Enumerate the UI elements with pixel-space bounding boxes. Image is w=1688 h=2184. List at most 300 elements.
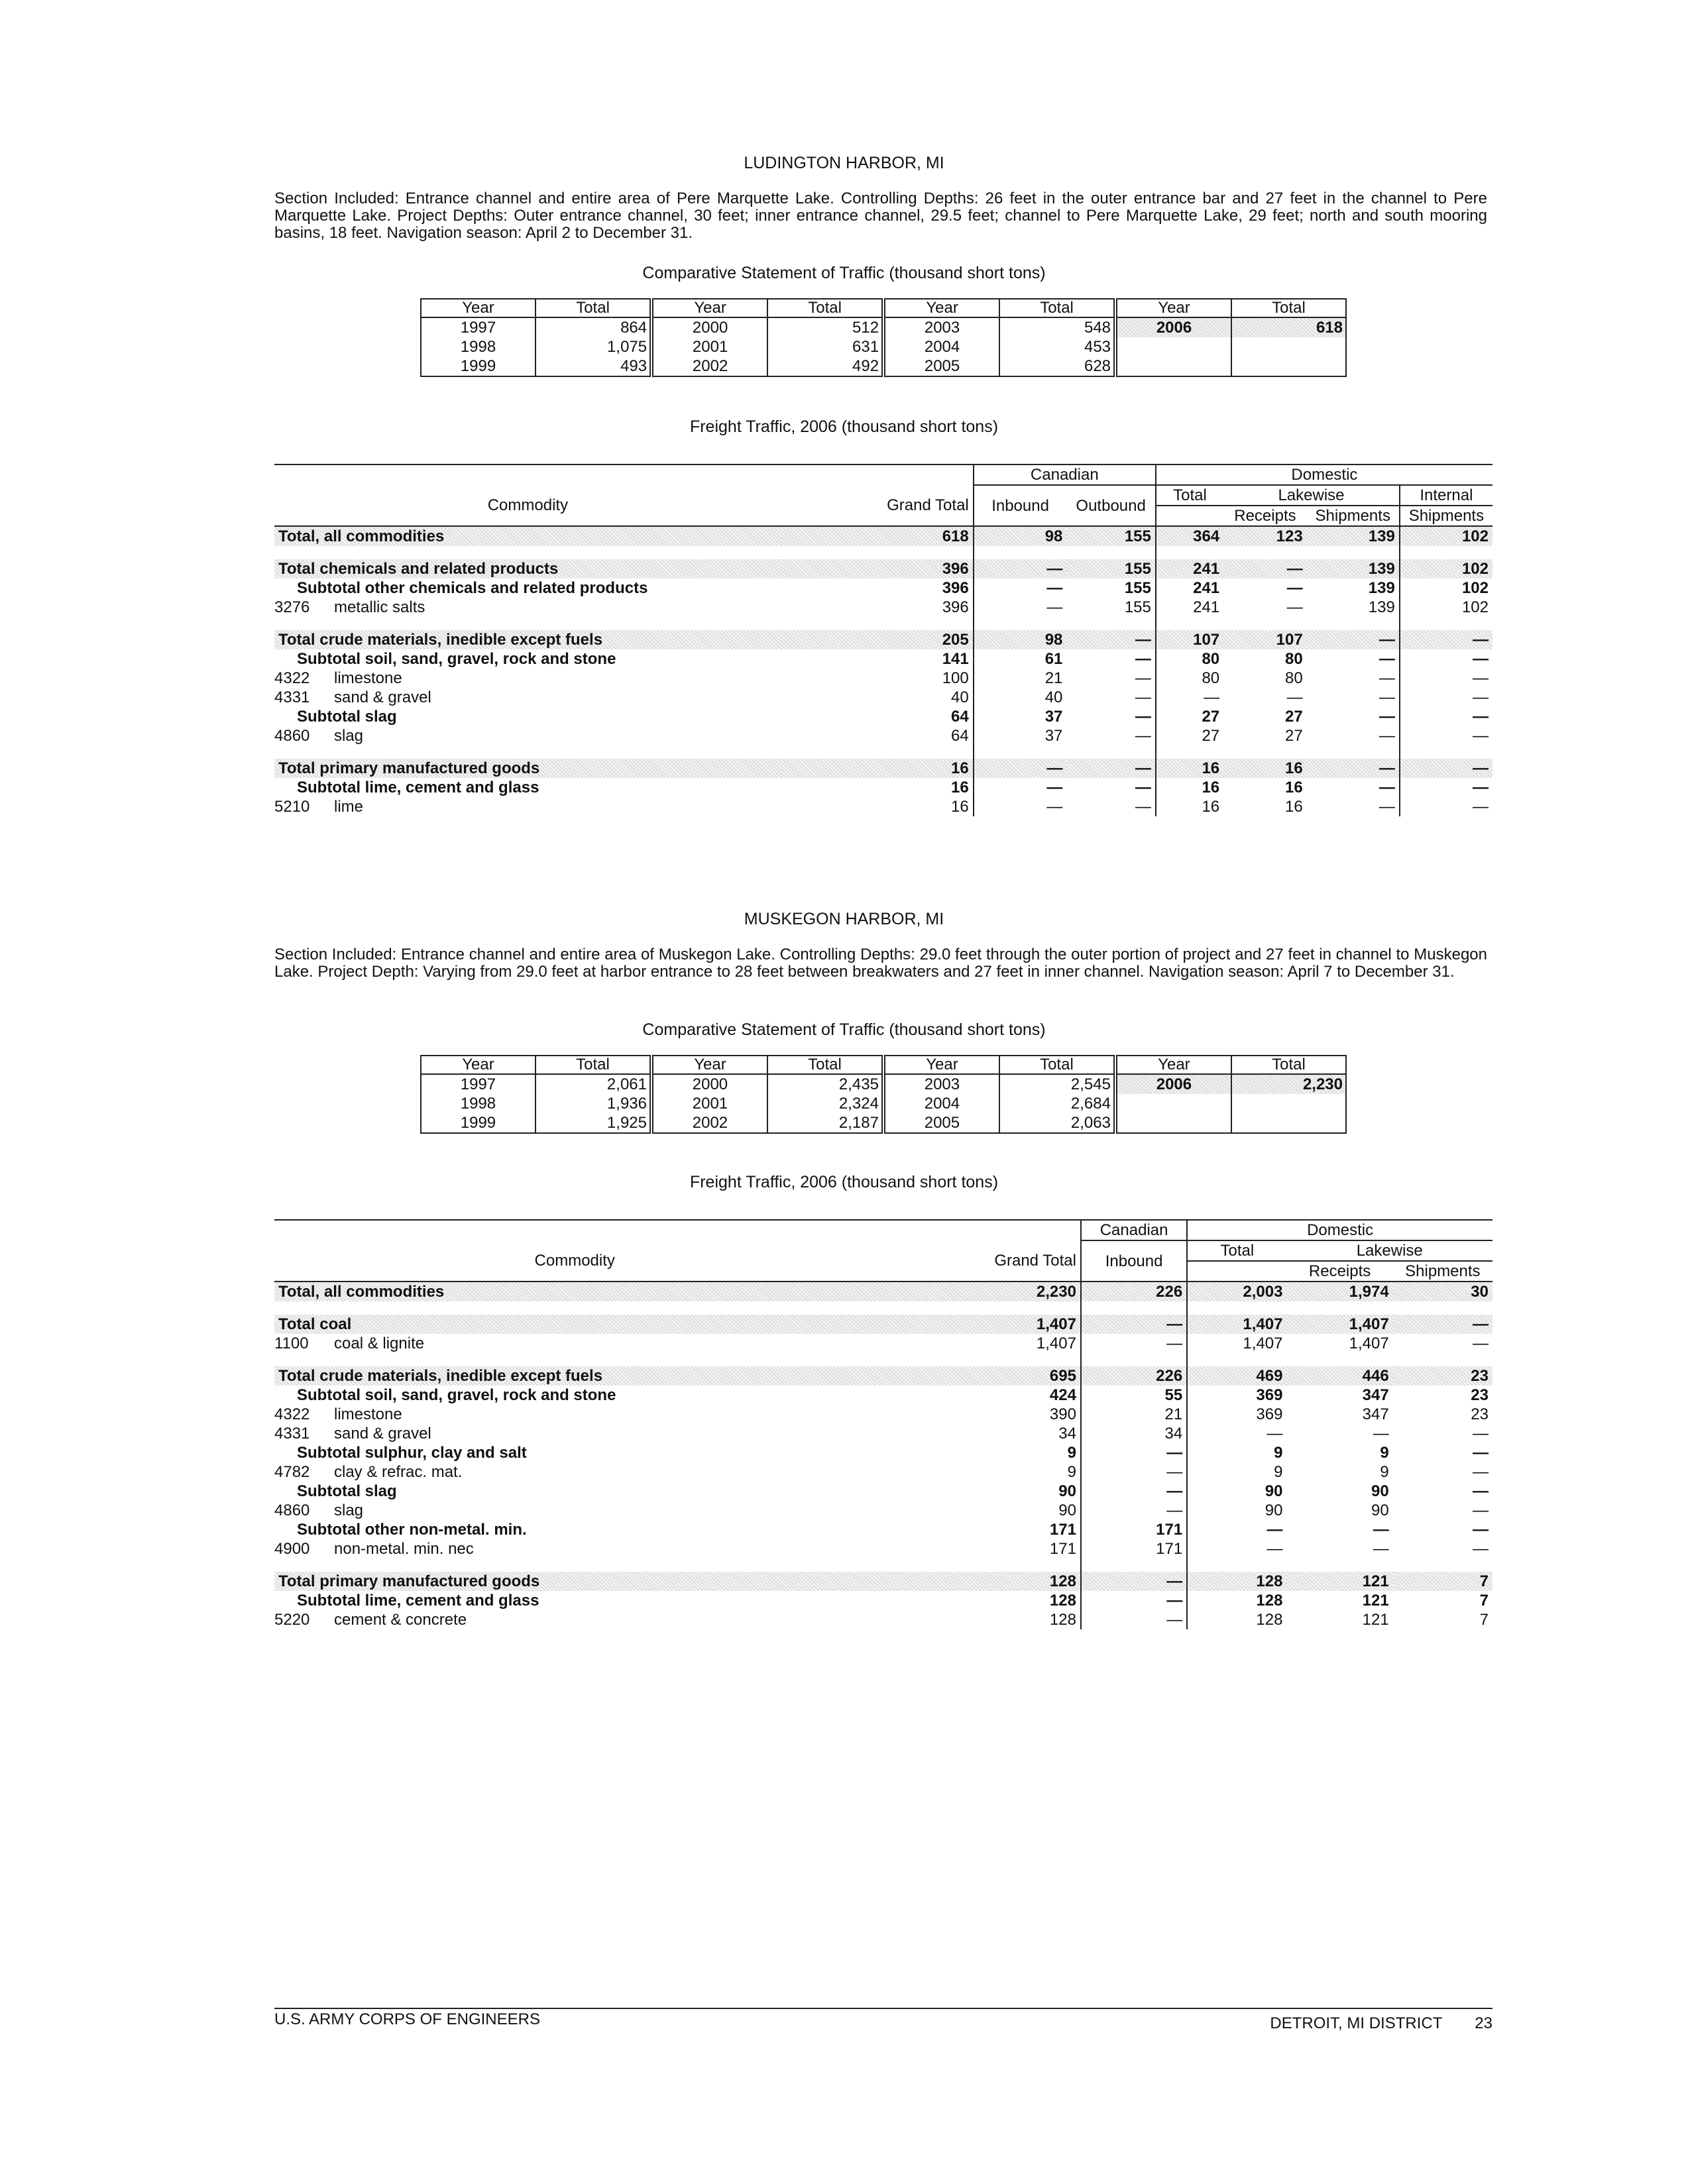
comp-total-cell: 2,063 — [999, 1113, 1115, 1133]
value-cell: 102 — [1400, 578, 1492, 598]
value-cell: — — [1400, 630, 1492, 649]
value-cell: 128 — [1187, 1572, 1286, 1591]
value-cell: 171 — [1081, 1539, 1187, 1558]
spacer-cell — [274, 745, 781, 759]
value-cell: 171 — [1049, 1540, 1076, 1558]
comp-total-cell: 1,075 — [535, 337, 651, 356]
ludington-comp-caption: Comparative Statement of Traffic (thousand short tons) — [642, 264, 1046, 282]
value-cell: 102 — [1400, 526, 1492, 546]
value-cell: 1,407 — [875, 1315, 1081, 1334]
table-row — [274, 1520, 1492, 1539]
commodity-label: limestone — [334, 1405, 402, 1423]
value-cell: — — [1473, 1482, 1489, 1500]
value-cell: 90 — [1187, 1482, 1286, 1501]
inbound-header: Inbound — [1081, 1240, 1187, 1281]
commodity-code: 5210 — [274, 798, 310, 816]
value-cell: — — [1135, 650, 1151, 668]
ludington-freight-table — [274, 464, 1492, 816]
value-cell: 55 — [1081, 1386, 1187, 1405]
spacer-cell — [1393, 1558, 1492, 1572]
footer-agency: U.S. ARMY CORPS OF ENGINEERS — [274, 2010, 540, 2028]
domestic-total-header: Total — [1187, 1240, 1286, 1261]
comp-total-cell: 2,435 — [767, 1074, 883, 1094]
comp-row — [421, 337, 1346, 356]
comp-total-cell: 548 — [999, 317, 1115, 337]
comp-total-cell: 2,545 — [999, 1074, 1115, 1094]
ludington-description: Section Included: Entrance channel and entire area of Pere Marquette Lake. Controlling Depths: 26 feet in the outer entrance bar and 27 feet in the channel to Pere Marquette Lake. Project Depths: Outer entrance channel, 30 feet; inner entrance channel, 29.5 feet; channel to Pere Marquette Lake, 29 feet; north and south mooring basins, 18 feet. Navigation season: April 2 to December 31. — [274, 190, 1487, 242]
commodity-cell — [274, 669, 781, 688]
table-row — [274, 1334, 1492, 1353]
value-cell: 80 — [1156, 669, 1223, 688]
value-cell: — — [1066, 759, 1155, 778]
spacer-cell — [1223, 617, 1307, 630]
comp-row — [421, 317, 1346, 337]
comp-year-cell: 2006 — [1115, 1074, 1231, 1094]
value-cell: 369 — [1187, 1386, 1286, 1405]
table-row — [274, 559, 1492, 578]
spacer-cell — [781, 546, 974, 559]
value-cell: 9 — [1380, 1463, 1389, 1481]
value-cell: 155 — [1124, 598, 1151, 616]
grand-total-header: Grand Total — [887, 496, 969, 514]
page-number: 23 — [1475, 2014, 1492, 2032]
comp-total-cell — [1231, 1094, 1346, 1113]
spacer-cell — [1187, 1301, 1286, 1315]
spacer-cell — [1307, 745, 1400, 759]
table-row — [274, 649, 1492, 669]
comp-header: Year — [421, 299, 535, 317]
spacer-row — [274, 617, 1492, 630]
value-cell: 16 — [1156, 778, 1223, 797]
comp-row — [421, 1113, 1346, 1133]
comp-year-cell: 1997 — [421, 317, 535, 337]
value-cell: 139 — [1368, 579, 1395, 597]
lakewise-header: Lakewise — [1223, 485, 1400, 506]
value-cell: — — [1135, 708, 1151, 726]
comp-header: Year — [651, 299, 767, 317]
value-cell: 21 — [974, 669, 1067, 688]
commodity-cell — [274, 1462, 875, 1482]
value-cell: 90 — [1058, 1482, 1076, 1500]
value-cell: 102 — [1400, 598, 1492, 617]
table-row — [274, 707, 1492, 726]
commodity-code: 3276 — [274, 598, 310, 616]
table-row — [274, 688, 1492, 707]
commodity-label: slag — [334, 1502, 364, 1519]
comp-header: Year — [651, 1056, 767, 1074]
value-cell: 1,407 — [1286, 1315, 1392, 1334]
spacer-cell — [1286, 1301, 1392, 1315]
value-cell: — — [1081, 1482, 1187, 1501]
spacer-cell — [1393, 1353, 1492, 1366]
spacer-cell — [974, 546, 1067, 559]
commodity-cell: Subtotal sulphur, clay and salt — [297, 1444, 527, 1462]
spacer-row — [274, 1558, 1492, 1572]
value-cell: — — [1156, 688, 1223, 707]
spacer-cell — [974, 617, 1067, 630]
value-cell: 98 — [974, 630, 1067, 649]
commodity-cell — [274, 688, 781, 707]
value-cell: 128 — [1049, 1592, 1076, 1610]
commodity-label: sand & gravel — [334, 1425, 431, 1443]
value-cell: — — [1400, 669, 1492, 688]
ludington-comparative-table — [420, 298, 1347, 377]
table-row — [274, 1572, 1492, 1591]
value-cell: 107 — [1223, 630, 1307, 649]
comp-total-cell — [1231, 356, 1346, 376]
value-cell: — — [1135, 688, 1151, 706]
shipments-header: Shipments — [1405, 1262, 1481, 1280]
value-cell: 102 — [1400, 559, 1492, 578]
comp-header: Total — [1231, 299, 1346, 317]
table-row — [274, 1386, 1492, 1405]
value-cell: 347 — [1362, 1386, 1389, 1404]
spacer-cell — [274, 1301, 875, 1315]
value-cell: 21 — [1081, 1405, 1187, 1424]
spacer-cell — [1187, 1353, 1286, 1366]
value-cell: 226 — [1081, 1366, 1187, 1386]
internal-header: Internal — [1400, 485, 1492, 506]
value-cell: 40 — [951, 688, 969, 706]
value-cell: 7 — [1393, 1572, 1492, 1591]
value-cell: — — [1379, 798, 1395, 816]
spacer-cell — [1156, 617, 1223, 630]
commodity-cell: Subtotal soil, sand, gravel, rock and stone — [297, 1386, 616, 1404]
commodity-label: slag — [334, 727, 364, 745]
comp-row — [421, 1094, 1346, 1113]
value-cell: 128 — [1049, 1611, 1076, 1629]
value-cell: — — [1400, 649, 1492, 669]
outbound-header: Outbound — [1076, 496, 1146, 515]
spacer-cell — [1156, 745, 1223, 759]
value-cell: 23 — [1471, 1386, 1489, 1404]
comp-header: Year — [1115, 1056, 1231, 1074]
value-cell: — — [1223, 559, 1307, 578]
comp-year-cell: 1999 — [421, 1113, 535, 1133]
table-row — [274, 598, 1492, 617]
comp-header: Year — [421, 1056, 535, 1074]
table-row — [274, 1443, 1492, 1462]
value-cell: 171 — [1081, 1520, 1187, 1539]
comp-total-cell — [1231, 1113, 1346, 1133]
shipments-header: Shipments — [1315, 507, 1390, 525]
grand-total-header: Grand Total — [994, 1252, 1076, 1270]
comp-header: Year — [1115, 299, 1231, 317]
value-cell: 90 — [1371, 1482, 1389, 1500]
comp-year-cell: 2004 — [883, 337, 999, 356]
value-cell: — — [1286, 579, 1303, 597]
commodity-cell — [274, 797, 781, 816]
value-cell: — — [1400, 726, 1492, 745]
inbound-header: Inbound — [974, 485, 1067, 525]
value-cell: — — [974, 598, 1067, 617]
value-cell: — — [1187, 1520, 1286, 1539]
value-cell: — — [1307, 759, 1400, 778]
value-cell: — — [1286, 598, 1303, 616]
comp-header: Total — [767, 299, 883, 317]
comp-total-cell: 2,324 — [767, 1094, 883, 1113]
table-row — [274, 1315, 1492, 1334]
table-row — [274, 1405, 1492, 1424]
value-cell: 7 — [1479, 1592, 1489, 1610]
commodity-code: 1100 — [274, 1335, 309, 1352]
value-cell: 618 — [781, 526, 974, 546]
commodity-code: 4322 — [274, 1405, 310, 1423]
comp-year-cell: 2000 — [651, 1074, 767, 1094]
comp-total-cell: 628 — [999, 356, 1115, 376]
comp-header: Year — [883, 1056, 999, 1074]
table-row — [274, 1610, 1492, 1629]
table-row — [274, 1366, 1492, 1386]
value-cell: 171 — [1049, 1521, 1076, 1539]
value-cell: 155 — [1066, 559, 1155, 578]
spacer-cell — [1286, 1353, 1392, 1366]
comp-total-cell: 492 — [767, 356, 883, 376]
value-cell: — — [1400, 707, 1492, 726]
comp-year-cell: 1998 — [421, 337, 535, 356]
value-cell: — — [1081, 1334, 1187, 1353]
commodity-cell: Total, all commodities — [274, 526, 781, 546]
table-row — [274, 1424, 1492, 1443]
value-cell: 30 — [1393, 1282, 1492, 1301]
value-cell: — — [1393, 1315, 1492, 1334]
table-row — [274, 1501, 1492, 1520]
spacer-cell — [1393, 1301, 1492, 1315]
table-row — [274, 526, 1492, 546]
value-cell: 34 — [1081, 1424, 1187, 1443]
value-cell: 27 — [1156, 726, 1223, 745]
value-cell: 205 — [781, 630, 974, 649]
commodity-cell — [274, 1539, 875, 1558]
value-cell: 364 — [1156, 526, 1223, 546]
value-cell: 390 — [1049, 1405, 1076, 1423]
comp-year-cell: 2002 — [651, 1113, 767, 1133]
table-row — [274, 630, 1492, 649]
comp-header: Total — [1231, 1056, 1346, 1074]
value-cell: 27 — [1284, 708, 1303, 726]
comp-year-cell: 2002 — [651, 356, 767, 376]
commodity-cell — [274, 1610, 875, 1629]
spacer-cell — [274, 617, 781, 630]
comp-total-cell: 618 — [1231, 317, 1346, 337]
table-row — [274, 778, 1492, 797]
value-cell: 90 — [1058, 1502, 1076, 1519]
value-cell: 155 — [1124, 579, 1151, 597]
value-cell: 2,003 — [1187, 1282, 1286, 1301]
value-cell: — — [974, 778, 1067, 797]
comp-total-cell: 2,684 — [999, 1094, 1115, 1113]
table-row — [274, 1462, 1492, 1482]
value-cell: — — [1373, 1521, 1389, 1539]
commodity-cell: Total primary manufactured goods — [274, 1572, 875, 1591]
spacer-cell — [1081, 1301, 1187, 1315]
canadian-header: Canadian — [974, 464, 1156, 485]
value-cell: — — [1379, 688, 1395, 706]
value-cell: — — [1400, 778, 1492, 797]
commodity-code: 4322 — [274, 669, 310, 687]
value-cell: — — [1473, 1335, 1489, 1352]
spacer-cell — [781, 617, 974, 630]
table-row — [274, 669, 1492, 688]
comp-total-cell: 453 — [999, 337, 1115, 356]
value-cell: — — [1400, 797, 1492, 816]
value-cell: 80 — [1284, 650, 1303, 668]
comp-year-cell: 2006 — [1115, 317, 1231, 337]
spacer-cell — [974, 745, 1067, 759]
spacer-cell — [1066, 617, 1155, 630]
comp-year-cell: 2005 — [883, 356, 999, 376]
comp-year-cell — [1115, 337, 1231, 356]
value-cell: — — [1473, 1425, 1489, 1443]
commodity-cell: Total coal — [274, 1315, 875, 1334]
comp-year-cell: 1999 — [421, 356, 535, 376]
value-cell: — — [1135, 798, 1151, 816]
commodity-cell: Subtotal slag — [297, 1482, 397, 1500]
commodity-code: 5220 — [274, 1611, 310, 1629]
value-cell: 107 — [1156, 630, 1223, 649]
comp-total-cell — [1231, 337, 1346, 356]
commodity-cell: Total crude materials, inedible except fuels — [274, 630, 781, 649]
table-row — [274, 726, 1492, 745]
commodity-code: 4900 — [274, 1540, 310, 1558]
value-cell: 23 — [1393, 1366, 1492, 1386]
value-cell: 128 — [1187, 1591, 1286, 1610]
footer-district-name: DETROIT, MI DISTRICT — [1270, 2014, 1442, 2032]
muskegon-comp-caption: Comparative Statement of Traffic (thousand short tons) — [642, 1020, 1046, 1039]
spacer-cell — [1286, 1558, 1392, 1572]
value-cell: 241 — [1156, 598, 1223, 617]
value-cell: 369 — [1187, 1405, 1286, 1424]
comp-year-cell: 1997 — [421, 1074, 535, 1094]
value-cell: 90 — [1187, 1501, 1286, 1520]
commodity-header: Commodity — [534, 1252, 615, 1270]
value-cell: 128 — [875, 1572, 1081, 1591]
commodity-code: 4782 — [274, 1463, 310, 1481]
value-cell: — — [1081, 1591, 1187, 1610]
value-cell: — — [1135, 669, 1151, 687]
value-cell: 128 — [1187, 1610, 1286, 1629]
value-cell: 1,407 — [1187, 1334, 1286, 1353]
value-cell: — — [1379, 727, 1395, 745]
commodity-cell: Total primary manufactured goods — [274, 759, 781, 778]
spacer-cell — [274, 546, 781, 559]
commodity-cell — [274, 1334, 875, 1353]
value-cell: 347 — [1362, 1405, 1389, 1423]
commodity-code: 4860 — [274, 727, 310, 745]
spacer-cell — [1066, 745, 1155, 759]
value-cell: — — [1066, 630, 1155, 649]
value-cell: 16 — [951, 779, 969, 796]
table-row — [274, 578, 1492, 598]
value-cell: 241 — [1156, 559, 1223, 578]
value-cell: — — [1379, 779, 1395, 796]
comp-header: Total — [535, 1056, 651, 1074]
value-cell: — — [974, 559, 1067, 578]
comp-header: Total — [999, 1056, 1115, 1074]
commodity-cell: Subtotal soil, sand, gravel, rock and stone — [297, 650, 616, 668]
value-cell: 226 — [1081, 1282, 1187, 1301]
commodity-label: clay & refrac. mat. — [334, 1463, 463, 1481]
value-cell: 9 — [1187, 1462, 1286, 1482]
value-cell: 16 — [781, 759, 974, 778]
commodity-label: non-metal. min. nec — [334, 1540, 474, 1558]
commodity-cell: Subtotal lime, cement and glass — [297, 1592, 539, 1610]
spacer-row — [274, 546, 1492, 559]
value-cell: 16 — [1284, 798, 1303, 816]
value-cell: — — [1473, 1540, 1489, 1558]
value-cell: 16 — [951, 798, 969, 816]
comp-total-cell: 631 — [767, 337, 883, 356]
footer-district — [1270, 2014, 1492, 2033]
comp-header: Total — [535, 299, 651, 317]
comp-row — [421, 356, 1346, 376]
value-cell: 9 — [1187, 1443, 1286, 1462]
value-cell: 100 — [942, 669, 969, 687]
value-cell: 1,974 — [1286, 1282, 1392, 1301]
commodity-cell — [274, 1501, 875, 1520]
table-row — [274, 797, 1492, 816]
comp-year-cell: 2003 — [883, 1074, 999, 1094]
spacer-cell — [1223, 745, 1307, 759]
table-row — [274, 759, 1492, 778]
comp-header: Total — [999, 299, 1115, 317]
value-cell: 141 — [942, 650, 969, 668]
value-cell: — — [1400, 759, 1492, 778]
commodity-cell: Subtotal other non-metal. min. — [297, 1521, 527, 1539]
value-cell: — — [1081, 1315, 1187, 1334]
commodity-label: lime — [334, 798, 364, 816]
comp-total-cell: 512 — [767, 317, 883, 337]
value-cell: 469 — [1187, 1366, 1286, 1386]
commodity-cell — [274, 726, 781, 745]
value-cell: 61 — [974, 649, 1067, 669]
value-cell: — — [1473, 1502, 1489, 1519]
value-cell: 98 — [974, 526, 1067, 546]
comp-total-cell: 2,230 — [1231, 1074, 1346, 1094]
spacer-row — [274, 1353, 1492, 1366]
spacer-cell — [875, 1301, 1081, 1315]
commodity-cell: Total chemicals and related products — [274, 559, 781, 578]
value-cell: 396 — [942, 579, 969, 597]
value-cell: 695 — [875, 1366, 1081, 1386]
spacer-cell — [1400, 617, 1492, 630]
comp-header: Year — [883, 299, 999, 317]
value-cell: — — [1187, 1424, 1286, 1443]
comp-year-cell — [1115, 356, 1231, 376]
table-row — [274, 1282, 1492, 1301]
value-cell: 241 — [1156, 578, 1223, 598]
value-cell: 27 — [1156, 707, 1223, 726]
lakewise-header: Lakewise — [1286, 1240, 1492, 1261]
commodity-cell — [274, 598, 781, 617]
value-cell: 123 — [1223, 526, 1307, 546]
value-cell: — — [1081, 1443, 1187, 1462]
ludington-title: LUDINGTON HARBOR, MI — [744, 154, 944, 172]
value-cell: 9 — [1067, 1444, 1076, 1462]
ludington-freight-caption: Freight Traffic, 2006 (thousand short tons) — [689, 417, 999, 436]
value-cell: — — [1081, 1501, 1187, 1520]
value-cell: 446 — [1286, 1366, 1392, 1386]
commodity-label: cement & concrete — [334, 1611, 467, 1629]
spacer-row — [274, 745, 1492, 759]
value-cell: 9 — [1067, 1463, 1076, 1481]
commodity-label: coal & lignite — [334, 1335, 425, 1352]
value-cell: 64 — [951, 708, 969, 726]
footer-rule — [274, 2008, 1492, 2009]
value-cell: 16 — [1156, 759, 1223, 778]
domestic-header: Domestic — [1187, 1220, 1492, 1240]
value-cell: 2,230 — [875, 1282, 1081, 1301]
